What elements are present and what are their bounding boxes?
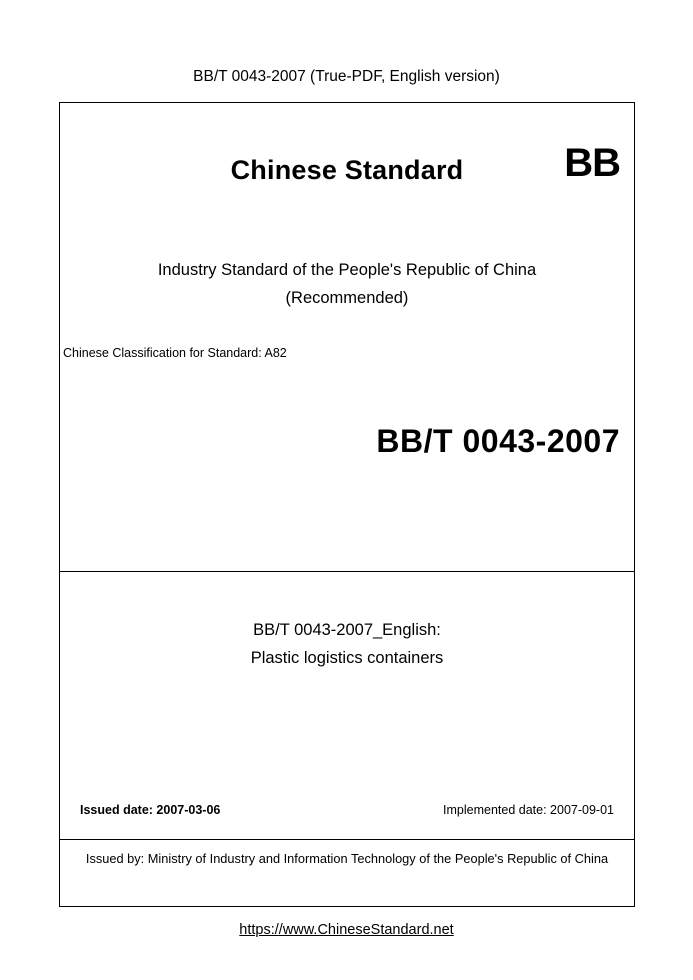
issuer-panel — [60, 840, 634, 904]
cover-frame — [59, 102, 635, 907]
page-title: Chinese Standard — [230, 155, 464, 185]
dates-row — [60, 803, 634, 821]
implemented-date: Implemented date: 2007-09-01 — [443, 803, 614, 817]
footer-url-link[interactable]: https://www.ChineseStandard.net — [239, 922, 454, 938]
classification-text: Chinese Classification for Standard: A82 — [63, 346, 287, 360]
document-title-line1: BB/T 0043-2007_English: — [253, 621, 441, 639]
standard-number: BB/T 0043-2007 — [376, 423, 620, 459]
bb-logo: BB — [564, 141, 620, 185]
issuer-line1: Issued by: Ministry of Industry and Information Technology of the People's Republic of — [85, 851, 572, 866]
cover-lower-panel — [60, 572, 634, 840]
cover-subtitle-line1: Industry Standard of the People's Republic of China — [157, 261, 537, 279]
cover-subtitle-line2: (Recommended) — [285, 289, 409, 307]
issued-date: Issued date: 2007-03-06 — [80, 803, 221, 817]
cover-subtitle — [60, 256, 634, 312]
page-header-text: BB/T 0043-2007 (True-PDF, English version) — [193, 68, 500, 85]
cover-upper-panel — [60, 103, 634, 572]
issuer-line2: China — [574, 851, 609, 866]
document-title — [60, 616, 634, 672]
document-title-line2: Plastic logistics containers — [250, 649, 444, 667]
